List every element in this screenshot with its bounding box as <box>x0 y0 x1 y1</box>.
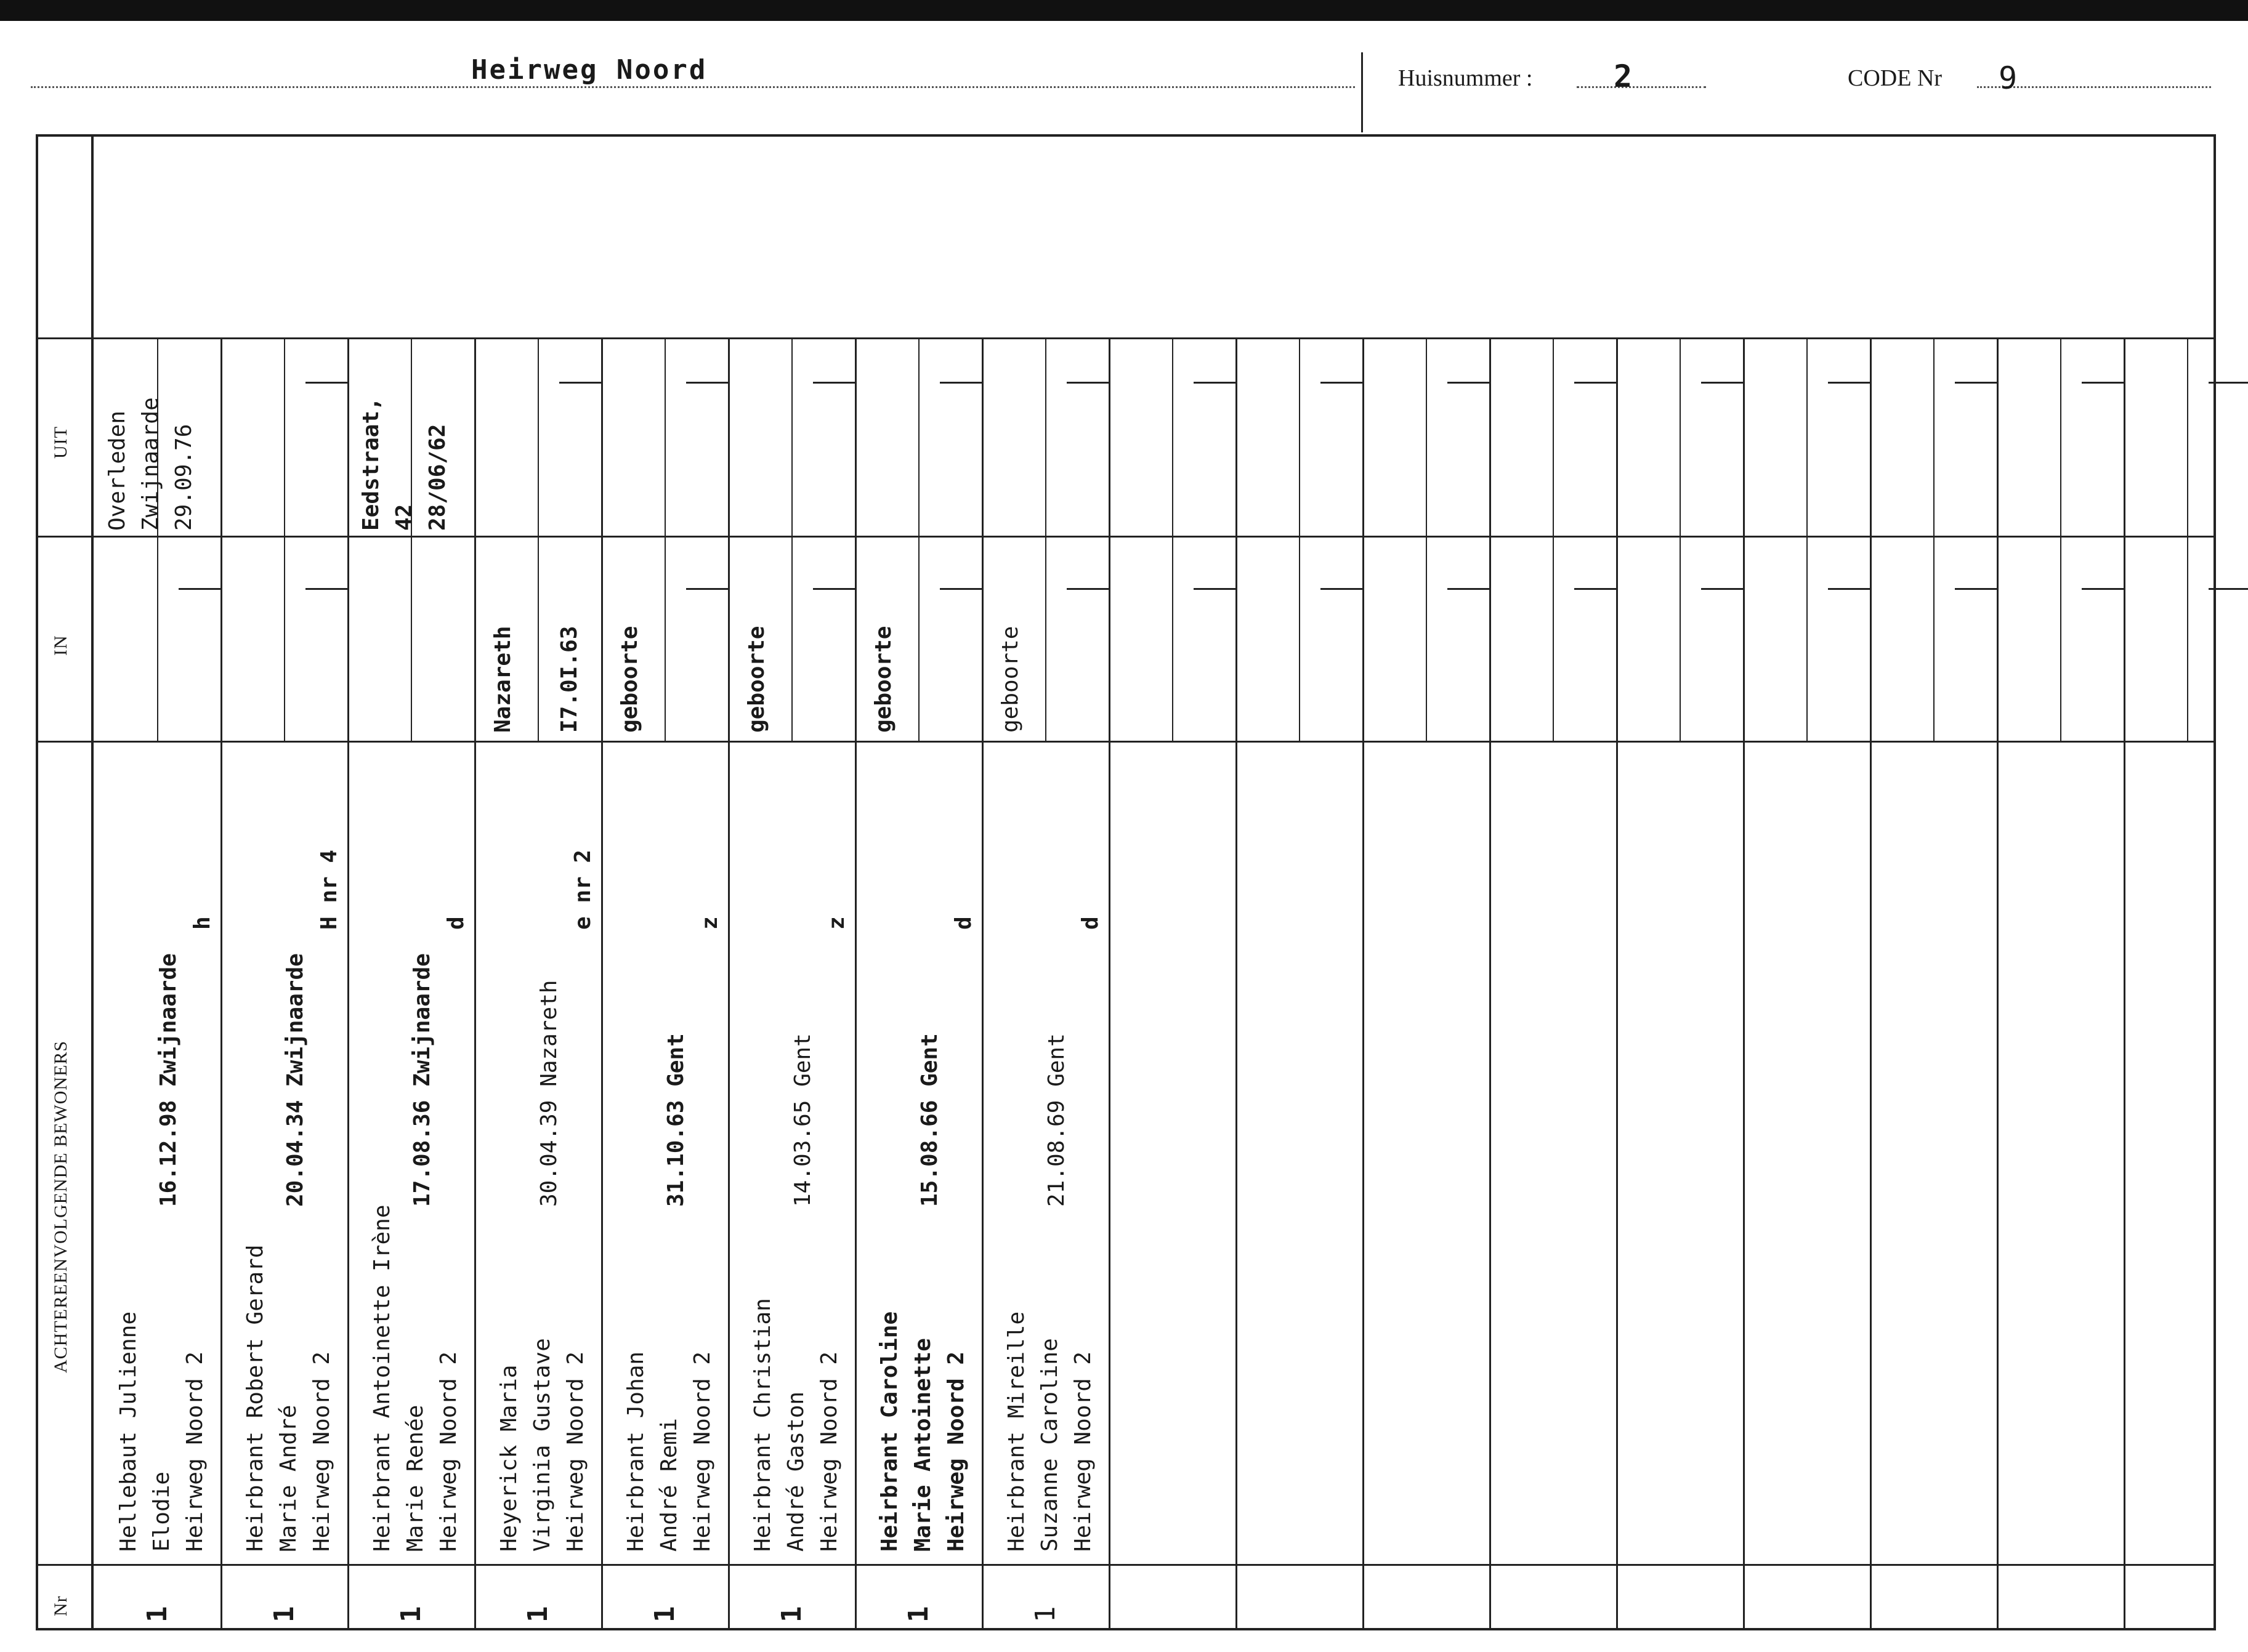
section-uit-label: UIT <box>51 426 71 459</box>
column-divider <box>1870 337 1872 1630</box>
empty-dash <box>940 382 983 384</box>
empty-dash <box>1194 588 1237 590</box>
row-uit-label-top <box>36 337 94 339</box>
in-entry: geboorte <box>744 626 769 733</box>
column-divider <box>1616 337 1618 1630</box>
sub-column-divider <box>1299 337 1300 741</box>
empty-dash <box>1067 588 1110 590</box>
column-divider <box>855 337 857 1630</box>
sub-column-divider <box>665 337 666 741</box>
resident-mark: z <box>824 916 849 930</box>
resident-nr: 1 <box>269 1606 300 1622</box>
empty-dash <box>1828 588 1871 590</box>
resident-nr: 1 <box>776 1606 807 1622</box>
empty-dash <box>1320 588 1364 590</box>
column-divider <box>2124 337 2125 1630</box>
sub-column-divider <box>1172 337 1173 741</box>
empty-dash <box>1701 382 1744 384</box>
column-divider <box>1235 337 1237 1630</box>
resident-birth: 14.03.65 Gent <box>790 1033 815 1207</box>
in-entry: Nazareth I7.0I.63 <box>490 626 582 733</box>
empty-dash <box>1828 382 1871 384</box>
column-divider <box>982 337 984 1630</box>
top-edge <box>0 0 2248 21</box>
header-divider <box>1361 52 1363 132</box>
resident-birth: 17.08.36 Zwijnaarde <box>410 953 435 1207</box>
house-number-value: 2 <box>1614 58 1633 94</box>
empty-dash <box>559 382 602 384</box>
resident-mark: H nr 4 <box>317 849 342 930</box>
resident-birth: 21.08.69 Gent <box>1044 1033 1069 1207</box>
resident-mark: z <box>697 916 722 930</box>
section-bewoners-label: ACHTEREENVOLGENDE BEWONERS <box>51 1040 71 1373</box>
column-divider <box>1362 337 1364 1630</box>
uit-entry: Eedstraat, 42 28/06/62 <box>358 397 450 531</box>
resident-mark: d <box>1078 916 1103 930</box>
column-divider <box>347 337 349 1630</box>
column-divider <box>1997 337 1999 1630</box>
sub-column-divider <box>2187 337 2188 741</box>
empty-dash <box>1955 382 1998 384</box>
resident-birth: 16.12.98 Zwijnaarde <box>156 953 181 1207</box>
sub-column-divider <box>918 337 920 741</box>
row-nr-top <box>36 1564 2216 1566</box>
resident-nr: 1 <box>1030 1606 1061 1622</box>
resident-nr: 1 <box>903 1606 934 1622</box>
street-name: Heirweg Noord <box>471 54 708 86</box>
empty-dash <box>813 588 856 590</box>
resident-nr: 1 <box>522 1606 554 1622</box>
empty-dash <box>686 382 729 384</box>
empty-dash <box>813 382 856 384</box>
empty-dash <box>940 588 983 590</box>
resident-mark: e nr 2 <box>570 849 596 930</box>
sub-column-divider <box>2060 337 2061 741</box>
resident-nr: 1 <box>649 1606 681 1622</box>
section-nr-label: Nr <box>51 1595 71 1616</box>
empty-dash <box>179 588 222 590</box>
resident-name: Heirbrant Antoinette Irène Marie Renée Heirweg Noord 2 <box>370 1204 461 1552</box>
in-entry: geboorte <box>998 626 1023 733</box>
resident-name: Hellebaut Julienne Elodie Heirweg Noord 2 <box>116 1311 208 1552</box>
resident-name: Heirbrant Mireille Suzanne Caroline Heirweg Noord 2 <box>1004 1311 1096 1552</box>
code-label: CODE Nr <box>1848 65 1943 91</box>
row-in-top <box>36 536 2216 538</box>
uit-entry: Overleden Zwijnaarde 29.09.76 <box>105 397 196 531</box>
sub-column-divider <box>1553 337 1554 741</box>
column-divider <box>220 337 222 1630</box>
street-line <box>31 86 1355 88</box>
resident-mark: d <box>951 916 976 930</box>
resident-birth: 30.04.39 Nazareth <box>536 980 562 1207</box>
code-value: 9 <box>1999 60 2018 96</box>
empty-dash <box>2209 382 2248 384</box>
in-entry: geboorte <box>871 626 896 733</box>
sub-column-divider <box>1680 337 1681 741</box>
register-table <box>36 134 2216 1630</box>
empty-dash <box>1955 588 1998 590</box>
column-divider <box>474 337 476 1630</box>
empty-dash <box>2209 588 2248 590</box>
row-top-uit <box>91 337 2216 339</box>
empty-dash <box>305 588 349 590</box>
resident-mark: d <box>443 916 469 930</box>
empty-dash <box>2082 588 2125 590</box>
resident-name: Heirbrant Robert Gerard Marie André Heirweg Noord 2 <box>243 1244 334 1552</box>
empty-dash <box>1701 588 1744 590</box>
empty-dash <box>2082 382 2125 384</box>
column-divider <box>1489 337 1491 1630</box>
sub-column-divider <box>1933 337 1935 741</box>
in-entry: geboorte <box>617 626 642 733</box>
sub-column-divider <box>1806 337 1808 741</box>
empty-dash <box>1574 588 1617 590</box>
row-bewoners-top <box>36 741 2216 743</box>
sub-column-divider <box>1045 337 1046 741</box>
empty-dash <box>1320 382 1364 384</box>
resident-birth: 20.04.34 Zwijnaarde <box>283 953 308 1207</box>
label-column-divider <box>91 134 94 1630</box>
empty-dash <box>1067 382 1110 384</box>
resident-name: Heirbrant Christian André Gaston Heirweg Noord 2 <box>750 1298 842 1552</box>
sub-column-divider <box>791 337 793 741</box>
resident-birth: 15.08.66 Gent <box>917 1033 942 1207</box>
empty-dash <box>1574 382 1617 384</box>
empty-dash <box>1194 382 1237 384</box>
empty-dash <box>686 588 729 590</box>
resident-nr: 1 <box>142 1606 173 1622</box>
column-divider <box>728 337 730 1630</box>
resident-name: Heirbrant Caroline Marie Antoinette Heirweg Noord 2 <box>877 1311 969 1552</box>
resident-mark: h <box>190 916 215 930</box>
empty-dash <box>1447 382 1490 384</box>
column-divider <box>1743 337 1745 1630</box>
resident-name: Heyerick Maria Virginia Gustave Heirweg Noord 2 <box>496 1338 588 1552</box>
section-in-label: IN <box>51 635 71 656</box>
column-divider <box>1109 337 1110 1630</box>
empty-dash <box>305 382 349 384</box>
sub-column-divider <box>284 337 285 741</box>
column-divider <box>601 337 603 1630</box>
resident-nr: 1 <box>395 1606 427 1622</box>
resident-name: Heirbrant Johan André Remi Heirweg Noord 2 <box>623 1351 715 1552</box>
sub-column-divider <box>1426 337 1427 741</box>
house-number-label: Huisnummer : <box>1398 65 1533 91</box>
house-number-line <box>1577 86 1706 88</box>
resident-birth: 31.10.63 Gent <box>663 1033 689 1207</box>
empty-dash <box>1447 588 1490 590</box>
